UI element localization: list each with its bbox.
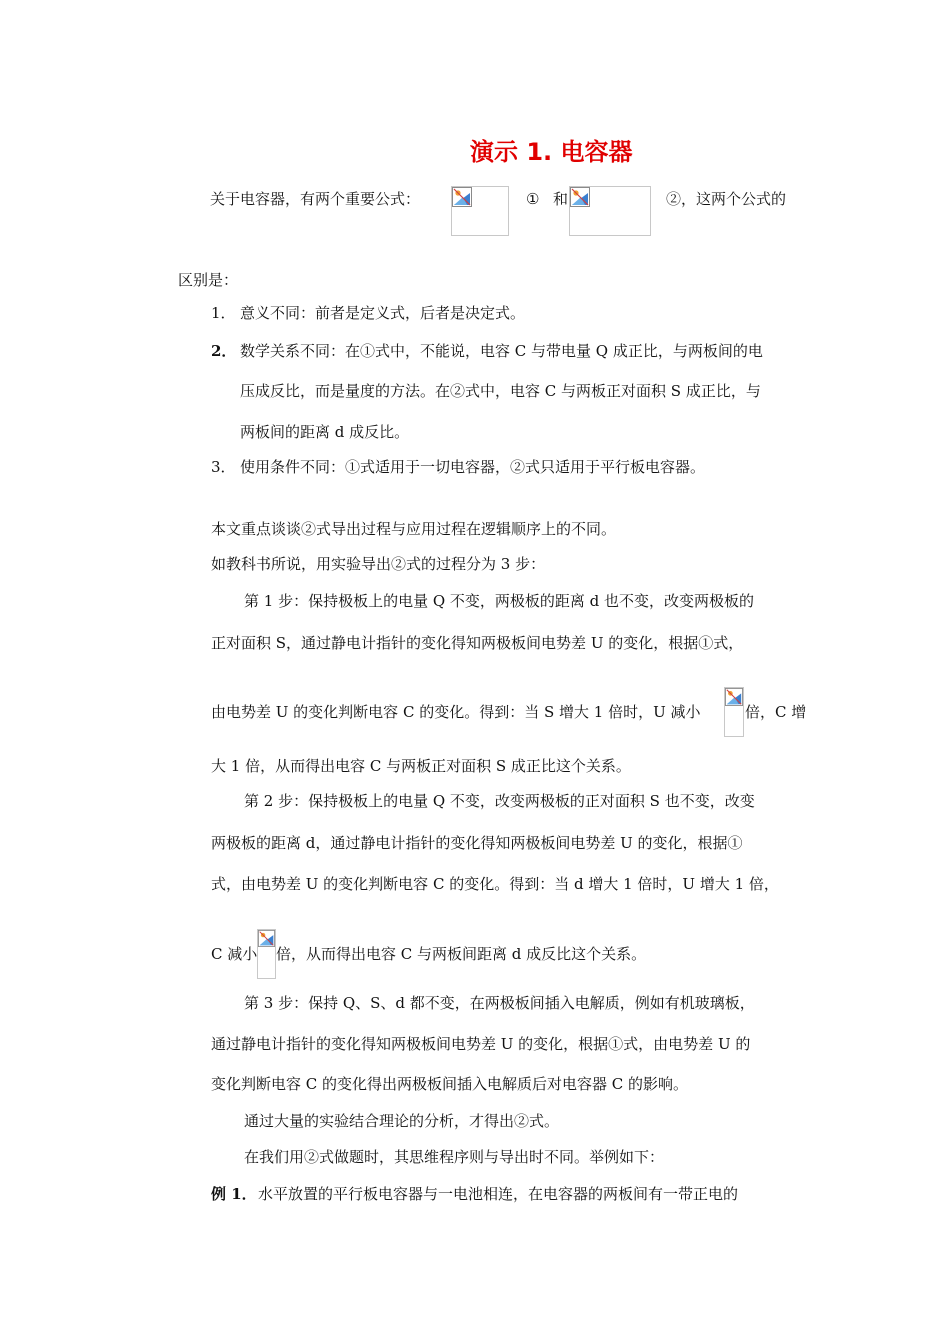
list-item-3-num: 3． [211,458,236,476]
broken-image-icon [570,187,590,207]
intro-after: ②，这两个公式的 [666,190,787,208]
fraction-half-image [724,687,744,737]
step3-line-1: 第 3 步：保持 Q、S、d 都不变，在两极板间插入电解质，例如有机玻璃板， [244,994,755,1012]
page-title: 演示 1. 电容器 [470,138,633,166]
formula-1-mark: ① [526,190,540,208]
step1-line-2: 正对面积 S，通过静电计指针的变化得知两极板间电势差 U 的变化，根据①式， [211,634,744,652]
formula-1-image [451,186,509,236]
and-text: 和 [553,190,569,208]
step3-line-2: 通过静电计指针的变化得知两极板间电势差 U 的变化，根据①式，由电势差 U 的 [211,1035,751,1053]
step2-line-2: 两极板的距离 d，通过静电计指针的变化得知两极板间电势差 U 的变化，根据① [211,834,743,852]
formula-2-image [569,186,651,236]
example-text: 水平放置的平行板电容器与一电池相连，在电容器的两板间有一带正电的 [258,1185,739,1203]
broken-image-icon [452,187,472,207]
list-item-3-text: 使用条件不同：①式适用于一切电容器，②式只适用于平行板电容器。 [240,458,706,476]
list-item-2-line-2: 压成反比，而是量度的方法。在②式中，电容 C 与两板正对面积 S 成正比，与 [240,382,761,400]
list-item-2-num: 2． [211,342,237,360]
step3-line-3: 变化判断电容 C 的变化得出两极板间插入电解质后对电容器 C 的影响。 [211,1075,689,1093]
example-label: 例 1． [211,1185,257,1203]
step1-line-1: 第 1 步：保持极板上的电量 Q 不变，两极板的距离 d 也不变，改变两极板的 [244,592,755,610]
list-item-1-num: 1． [211,304,236,322]
paragraph-example-intro: 在我们用②式做题时，其思维程序则与导出时不同。举例如下： [244,1148,665,1166]
step2-line-3: 式，由电势差 U 的变化判断电容 C 的变化。得到：当 d 增大 1 倍时，U 增大 1 倍， [211,875,779,893]
step1-line-3a: 由电势差 U 的变化判断电容 C 的变化。得到：当 S 增大 1 倍时，U 减小 [211,703,701,721]
broken-image-icon [258,930,275,947]
fraction-half-image-2 [257,929,276,979]
step1-line-4: 大 1 倍，从而得出电容 C 与两板正对面积 S 成正比这个关系。 [211,757,631,775]
broken-image-icon [725,688,743,706]
intro-continuation: 区别是： [178,271,239,289]
list-item-2-line-3: 两板间的距离 d 成反比。 [240,423,410,441]
step2-line-4a: C 减小 [211,945,258,963]
intro-text: 关于电容器，有两个重要公式： [210,190,421,208]
list-item-2-line-1: 数学关系不同：在①式中，不能说，电容 C 与带电量 Q 成正比，与两板间的电 [240,342,763,360]
paragraph-conclusion: 通过大量的实验结合理论的分析，才得出②式。 [244,1112,560,1130]
list-item-1-text: 意义不同：前者是定义式，后者是决定式。 [240,304,526,322]
step1-line-3b: 倍，C 增 [745,703,807,721]
step2-line-1: 第 2 步：保持极板上的电量 Q 不变，改变两极板的正对面积 S 也不变，改变 [244,792,755,810]
paragraph-focus: 本文重点谈谈②式导出过程与应用过程在逻辑顺序上的不同。 [211,520,617,538]
paragraph-steps-intro: 如教科书所说，用实验导出②式的过程分为 3 步： [211,555,546,573]
step2-line-4b: 倍，从而得出电容 C 与两板间距离 d 成反比这个关系。 [276,945,647,963]
